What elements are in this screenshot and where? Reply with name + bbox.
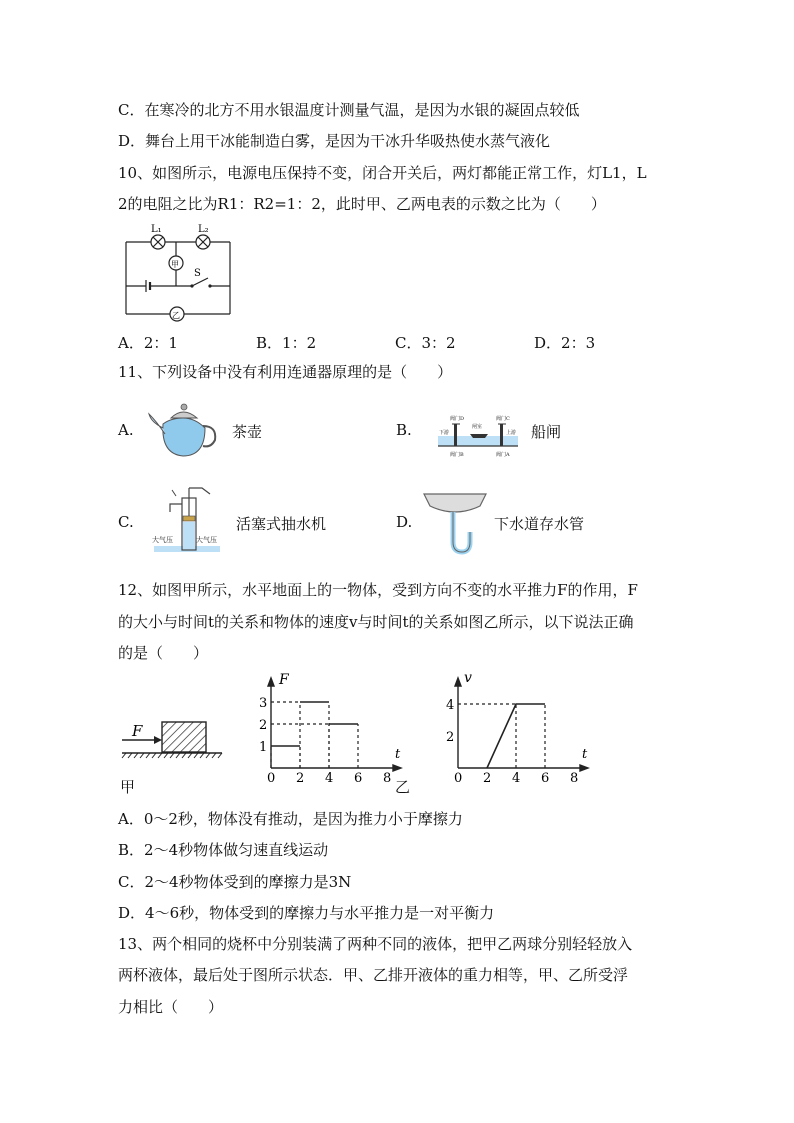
vt-xtick-0: 0 xyxy=(454,771,463,786)
vt-xtick-6: 6 xyxy=(541,771,550,786)
vt-ytick-2: 2 xyxy=(446,730,455,745)
svg-text:F: F xyxy=(132,722,143,740)
q10-circuit-diagram xyxy=(118,220,238,330)
q12-option-d: D．4～6秒，物体受到的摩擦力与水平推力是一对平衡力 xyxy=(118,904,495,922)
ft-ytick-1: 1 xyxy=(259,740,268,755)
vt-xlabel: t xyxy=(582,747,588,762)
q12-stem-line3: 的是（ ） xyxy=(118,644,209,662)
q9-option-c: C．在寒冷的北方不用水银温度计测量气温，是因为水银的凝固点较低 xyxy=(118,101,580,119)
ft-xlabel: t xyxy=(395,747,401,762)
q12-stem-line2: 的大小与时间t的关系和物体的速度v与时间t的关系如图乙所示，以下说法正确 xyxy=(118,613,634,631)
q11-option-a-label: 茶壶 xyxy=(232,423,263,441)
q10-option-b: B．1：2 xyxy=(256,334,317,352)
q13-stem-line3: 力相比（ ） xyxy=(118,998,224,1016)
svg-text:上游: 上游 xyxy=(506,430,517,436)
force-time-chart xyxy=(255,668,405,786)
q11-option-d-letter: D. xyxy=(396,513,413,531)
velocity-time-chart xyxy=(442,668,592,786)
ft-ylabel: F xyxy=(279,672,289,688)
q11-option-d-label: 下水道存水管 xyxy=(494,515,585,533)
vt-ylabel: v xyxy=(464,670,472,686)
svg-text:闸室: 闸室 xyxy=(472,424,483,430)
svg-text:下游: 下游 xyxy=(439,430,450,436)
block xyxy=(162,722,206,752)
vt-xtick-4: 4 xyxy=(512,771,521,786)
svg-text:大气压: 大气压 xyxy=(196,536,217,544)
teapot-icon xyxy=(145,398,223,462)
q11-option-b-letter: B. xyxy=(396,421,412,439)
q12-option-a: A．0～2秒，物体没有推动，是因为推力小于摩擦力 xyxy=(118,810,463,828)
l2-label: L₂ xyxy=(198,224,209,235)
q11-stem: 11、下列设备中没有利用连通器原理的是（ ） xyxy=(118,363,453,381)
q10-option-d: D．2：3 xyxy=(534,334,596,352)
q11-option-c-label: 活塞式抽水机 xyxy=(236,515,327,533)
piston-pump-icon xyxy=(150,484,224,554)
q13-stem-line1: 13、两个相同的烧杯中分别装满了两种不同的液体，把甲乙两球分别轻轻放入 xyxy=(118,935,633,953)
svg-text:阀门A: 阀门A xyxy=(496,452,510,458)
q11-option-c-letter: C. xyxy=(118,513,134,531)
ft-xtick-4: 4 xyxy=(325,771,334,786)
q10-option-c: C．3：2 xyxy=(395,334,456,352)
svg-text:阀门C: 阀门C xyxy=(496,416,510,422)
q12-option-c: C．2～4秒物体受到的摩擦力是3N xyxy=(118,873,352,891)
ship-lock-icon xyxy=(436,412,520,460)
switch-label: S xyxy=(194,268,201,279)
q13-stem-line2: 两杯液体，最后处于图所示状态．甲、乙排开液体的重力相等，甲、乙所受浮 xyxy=(118,966,629,984)
fig-jia-label: 甲 xyxy=(120,778,136,796)
fig-yi-label: 乙 xyxy=(395,778,411,796)
svg-text:大气压: 大气压 xyxy=(152,536,173,544)
push-arrow-icon xyxy=(154,736,162,744)
q12-option-b: B．2～4秒物体做匀速直线运动 xyxy=(118,841,329,859)
vt-xtick-2: 2 xyxy=(483,771,492,786)
ft-ytick-3: 3 xyxy=(259,696,268,711)
meter-top-label: 甲 xyxy=(171,260,179,269)
q10-option-a: A．2：1 xyxy=(118,334,178,352)
q12-stem-line1: 12、如图甲所示，水平地面上的一物体，受到方向不变的水平推力F的作用，F xyxy=(118,581,638,599)
ft-ytick-2: 2 xyxy=(259,718,268,733)
vt-ytick-4: 4 xyxy=(446,698,455,713)
ft-xtick-2: 2 xyxy=(296,771,305,786)
q10-stem-line1: 10、如图所示，电源电压保持不变，闭合开关后，两灯都能正常工作，灯L1，L xyxy=(118,164,647,182)
vt-xtick-8: 8 xyxy=(570,771,579,786)
svg-text:阀门B: 阀门B xyxy=(450,452,464,458)
q11-option-b-label: 船闸 xyxy=(531,423,562,441)
meter-bottom-label: 乙 xyxy=(172,311,180,320)
l1-label: L₁ xyxy=(151,224,162,235)
ft-xtick-8: 8 xyxy=(383,771,392,786)
ft-xtick-6: 6 xyxy=(354,771,363,786)
drain-trap-icon xyxy=(420,488,490,558)
ft-xtick-0: 0 xyxy=(267,771,276,786)
vt-axes xyxy=(455,678,588,771)
svg-text:阀门D: 阀门D xyxy=(450,416,465,422)
figure-jia-block xyxy=(118,712,228,762)
q10-options xyxy=(0,332,794,352)
q9-option-d: D．舞台上用干冰能制造白雾，是因为干冰升华吸热使水蒸气液化 xyxy=(118,132,551,150)
q10-stem-line2: 2的电阻之比为R1：R2=1：2，此时甲、乙两电表的示数之比为（ ） xyxy=(118,195,606,213)
q11-option-a-letter: A. xyxy=(118,421,134,439)
